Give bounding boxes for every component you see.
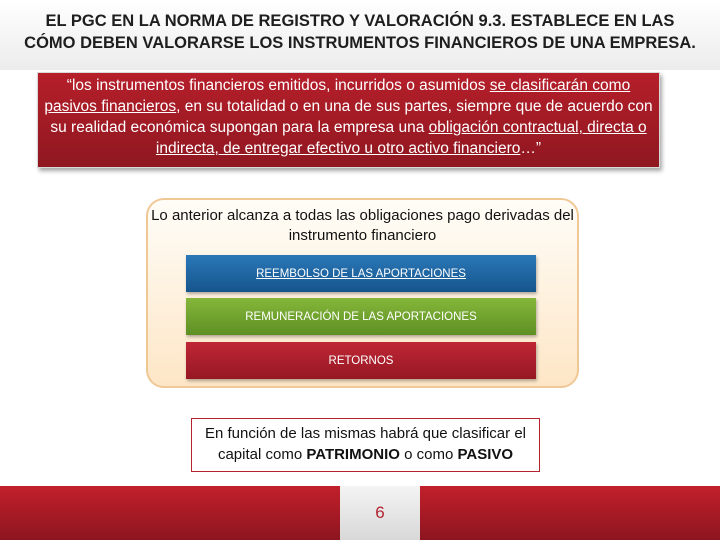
conclusion-box	[191, 418, 540, 472]
conclusion-pasivo: PASIVO	[457, 446, 514, 463]
page-number: 6	[340, 486, 420, 540]
quote-box	[37, 72, 660, 168]
bar-reembolso-label: REEMBOLSO DE LAS APORTACIONES	[256, 267, 466, 280]
panel-text: Lo anterior alcanza a todas las obligaciones pago derivadas del instrumento financiero	[151, 207, 574, 244]
conclusion-patrimonio: PATRIMONIO	[306, 446, 400, 463]
bar-retornos	[186, 342, 536, 379]
title-line-2: CÓMO DEBEN VALORARSE LOS INSTRUMENTOS FINANCIEROS DE UNA EMPRESA.	[24, 34, 696, 52]
slide-title	[10, 10, 710, 54]
bar-retornos-label: RETORNOS	[328, 354, 394, 367]
conclusion-text: En función de las mismas habrá que clasificar el capital como	[205, 425, 526, 463]
quote-underlined-1: se clasificarán como pasivos financieros	[44, 77, 631, 115]
bar-remuneracion-label: REMUNERACIÓN DE LAS APORTACIONES	[245, 310, 477, 323]
title-line-1: EL PGC EN LA NORMA DE REGISTRO Y VALORACIÓN 9.3. ESTABLECE EN LAS	[45, 12, 675, 30]
quote-text-3: …”	[520, 140, 542, 157]
quote-text-2: , en su totalidad o en una de sus partes, siempre que de acuerdo con su realidad económica supongan para la empresa una	[50, 98, 653, 136]
conclusion-mid: o como	[399, 446, 458, 463]
quote-underlined-2: obligación contractual, directa o indirecta, de entregar efectivo u otro activo financiero	[155, 119, 647, 157]
bar-reembolso	[186, 255, 536, 292]
bar-remuneracion	[186, 298, 536, 335]
quote-text-1: “los instrumentos financieros emitidos, incurridos o asumidos	[66, 77, 490, 94]
